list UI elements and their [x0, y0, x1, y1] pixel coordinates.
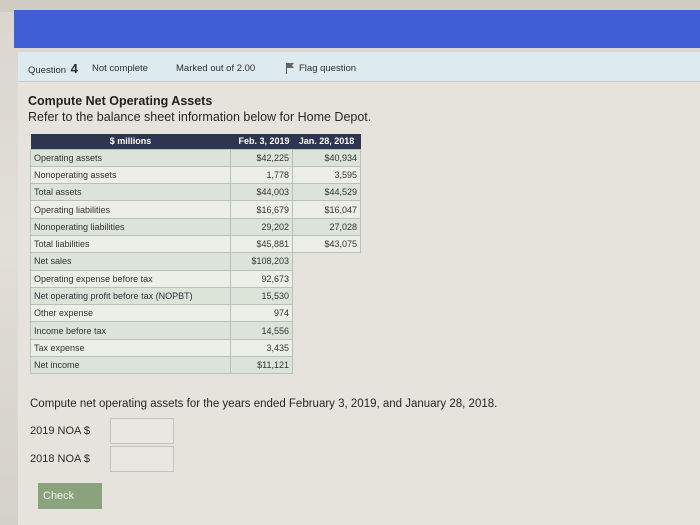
- question-marks: Marked out of 2.00: [176, 63, 256, 74]
- row-label: Operating assets: [31, 149, 231, 166]
- row-value-2019: $108,203: [231, 253, 293, 270]
- question-subtitle: Refer to the balance sheet information below for Home Depot.: [28, 110, 372, 124]
- row-value-2018: [293, 339, 361, 356]
- row-value-2019: 14,556: [231, 322, 293, 339]
- table-row: [31, 339, 361, 356]
- row-value-2019: 15,530: [231, 287, 293, 304]
- table-row: [31, 305, 361, 322]
- table-header-label: $ millions: [31, 134, 231, 149]
- row-value-2018: [293, 305, 361, 322]
- flag-question-label: Flag question: [299, 63, 357, 74]
- row-value-2019: $42,225: [231, 149, 293, 166]
- table-row: [31, 287, 361, 304]
- row-value-2018: 27,028: [293, 218, 361, 235]
- table-row: [31, 253, 361, 270]
- question-status: Not complete: [92, 63, 148, 74]
- table-row: [31, 270, 361, 287]
- row-label: Income before tax: [31, 322, 231, 339]
- row-value-2019: $44,003: [231, 184, 293, 201]
- question-prompt: Compute net operating assets for the years ended February 3, 2019, and January 28, 2018.: [30, 398, 498, 410]
- row-label: Nonoperating liabilities: [31, 218, 231, 235]
- noa-2019-row: [30, 418, 174, 444]
- row-value-2018: [293, 270, 361, 287]
- row-label: Total liabilities: [31, 235, 231, 252]
- table-row: [31, 322, 361, 339]
- noa-2018-row: [30, 446, 174, 472]
- row-value-2018: [293, 253, 361, 270]
- row-value-2018: [293, 287, 361, 304]
- table-row: [31, 166, 361, 183]
- row-value-2019: $16,679: [231, 201, 293, 218]
- table-header-2019: Feb. 3, 2019: [231, 134, 293, 149]
- header-bar: [14, 10, 700, 48]
- table-header-row: [31, 134, 361, 149]
- row-label: Tax expense: [31, 339, 231, 356]
- question-title: Compute Net Operating Assets: [28, 94, 213, 108]
- noa-2018-input[interactable]: [110, 446, 174, 472]
- row-label: Other expense: [31, 305, 231, 322]
- noa-2019-input[interactable]: [110, 418, 174, 444]
- table-row: [31, 184, 361, 201]
- table-row: [31, 149, 361, 166]
- check-button[interactable]: Check: [38, 483, 102, 509]
- balance-sheet-table: [30, 134, 361, 374]
- question-number: Question 4: [28, 61, 78, 76]
- noa-2018-label: 2018 NOA $: [30, 453, 90, 465]
- row-value-2019: 1,778: [231, 166, 293, 183]
- row-value-2018: $43,075: [293, 235, 361, 252]
- table-row: [31, 235, 361, 252]
- row-value-2019: $11,121: [231, 357, 293, 374]
- row-value-2019: 3,435: [231, 339, 293, 356]
- noa-2019-label: 2019 NOA $: [30, 425, 90, 437]
- row-value-2018: $44,529: [293, 184, 361, 201]
- row-label: Net income: [31, 357, 231, 374]
- table-row: [31, 201, 361, 218]
- row-value-2019: $45,881: [231, 235, 293, 252]
- row-value-2019: 29,202: [231, 218, 293, 235]
- row-label: Total assets: [31, 184, 231, 201]
- table-row: [31, 357, 361, 374]
- row-label: Nonoperating assets: [31, 166, 231, 183]
- row-value-2019: 92,673: [231, 270, 293, 287]
- row-value-2018: [293, 322, 361, 339]
- table-row: [31, 218, 361, 235]
- row-value-2019: 974: [231, 305, 293, 322]
- row-value-2018: [293, 357, 361, 374]
- row-value-2018: $40,934: [293, 149, 361, 166]
- row-label: Operating liabilities: [31, 201, 231, 218]
- flag-question-link[interactable]: [286, 63, 356, 74]
- row-value-2018: 3,595: [293, 166, 361, 183]
- row-value-2018: $16,047: [293, 201, 361, 218]
- question-info-bar: [18, 52, 700, 82]
- table-header-2018: Jan. 28, 2018: [293, 134, 361, 149]
- question-content: [18, 82, 700, 525]
- row-label: Net operating profit before tax (NOPBT): [31, 287, 231, 304]
- row-label: Net sales: [31, 253, 231, 270]
- flag-icon: [286, 63, 295, 74]
- row-label: Operating expense before tax: [31, 270, 231, 287]
